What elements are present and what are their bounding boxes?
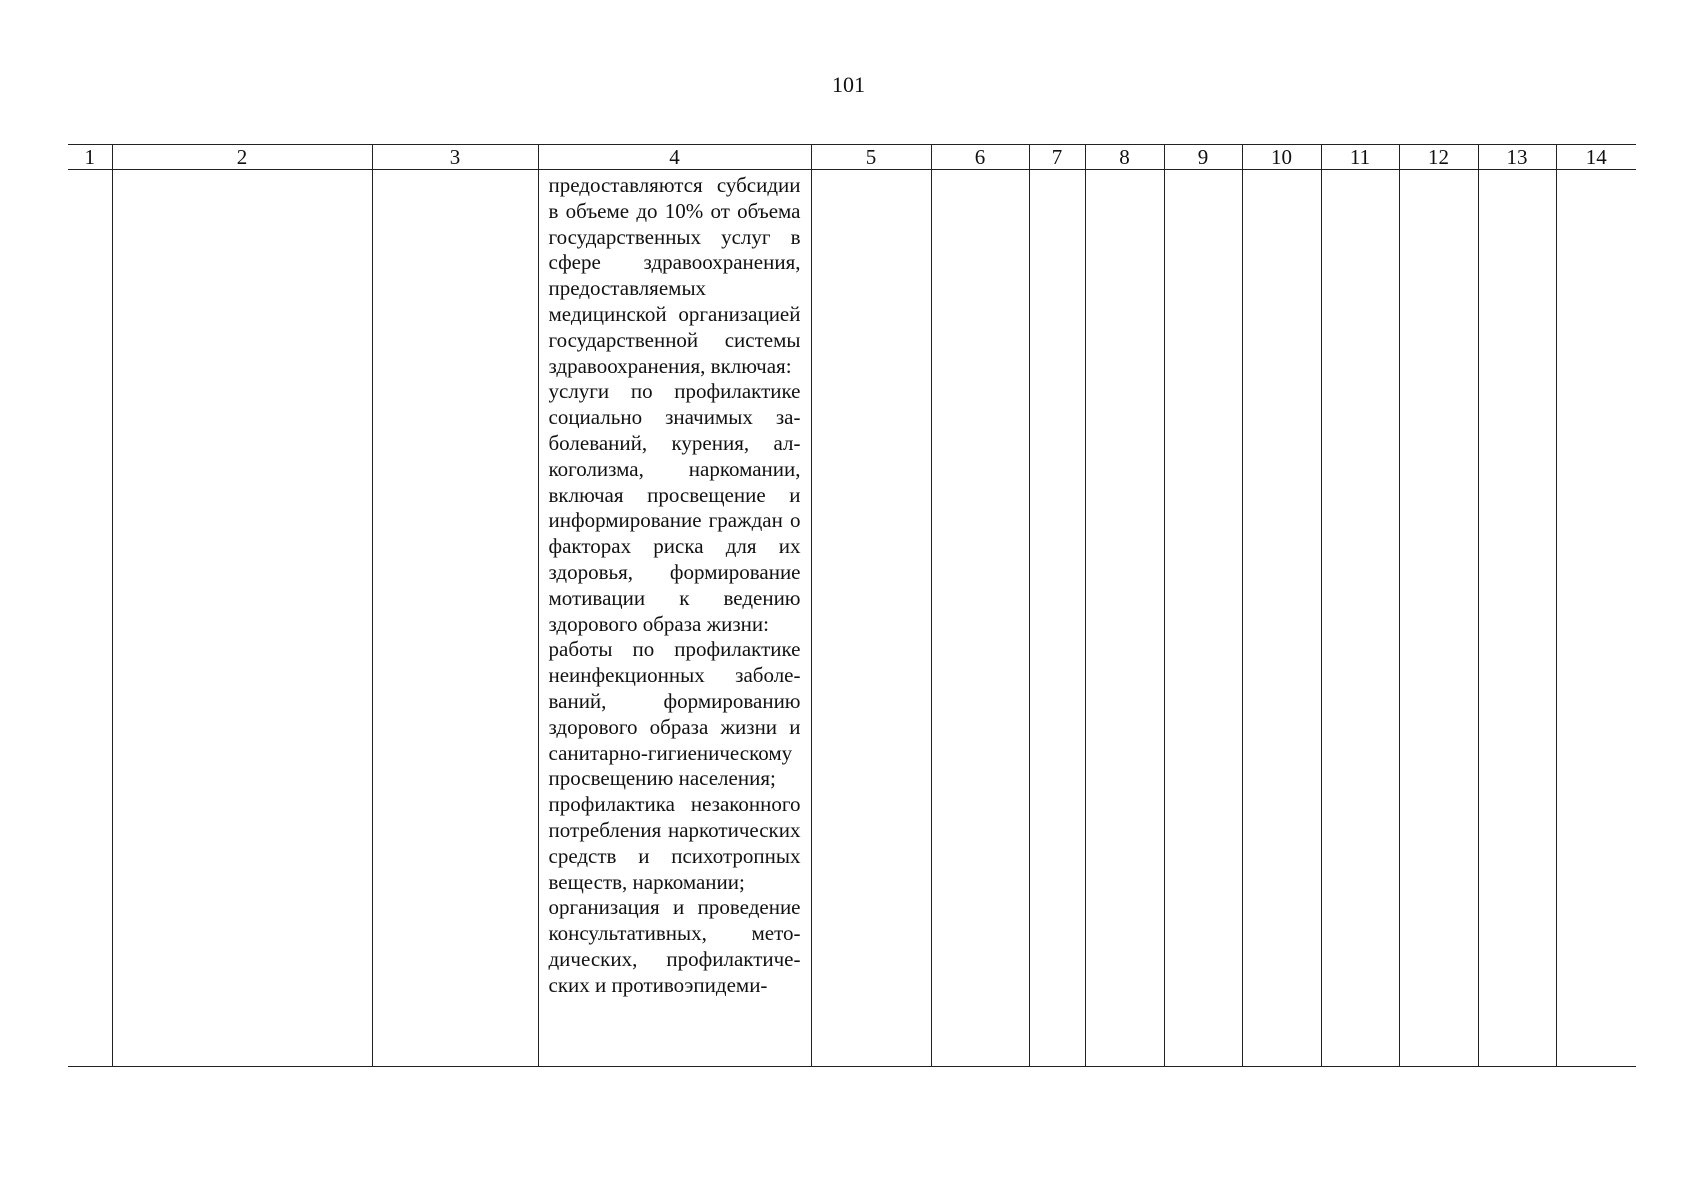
- column-header-3: 3: [372, 145, 538, 170]
- column-header-9: 9: [1164, 145, 1242, 170]
- column-header-4: 4: [538, 145, 811, 170]
- table-cell-col-11: [1321, 170, 1399, 1067]
- column-header-7: 7: [1029, 145, 1085, 170]
- table-cell-col-13: [1478, 170, 1556, 1067]
- column-header-13: 13: [1478, 145, 1556, 170]
- paragraph: профилактика незаконного потребления наркотических средств и психотропных веществ, наркомании;: [548, 792, 801, 894]
- column-header-14: 14: [1556, 145, 1636, 170]
- table-cell-col-7: [1029, 170, 1085, 1067]
- table-cell-col-4: [538, 170, 811, 1067]
- paragraph: предоставляются субсидии в объеме до 10% от объема государственных услуг в сфере здравоохранения, предоставляемых медицинской организацией государственной системы здравоохранения, включая:: [548, 173, 801, 378]
- table-cell-col-8: [1085, 170, 1164, 1067]
- paragraph: организация и проведение консультативных, методических, профилактических и противоэпидеми-: [548, 895, 801, 997]
- column-header-1: 1: [68, 145, 112, 170]
- column-header-8: 8: [1085, 145, 1164, 170]
- data-table: [68, 144, 1636, 1067]
- column-header-12: 12: [1399, 145, 1478, 170]
- table-cell-col-2: [112, 170, 372, 1067]
- paragraph: услуги по профилактике социально значимых заболеваний, курения, алкоголизма, наркомании, включая просвещение и информирование граждан о факторах риска для их здоровья, формирование мотивации к ведению здорового образа жизни:: [548, 379, 801, 636]
- table-row: [68, 170, 1636, 1067]
- table-cell-col-6: [931, 170, 1029, 1067]
- table-cell-col-14: [1556, 170, 1636, 1067]
- page-number: 101: [832, 72, 865, 97]
- table-cell-col-9: [1164, 170, 1242, 1067]
- table-cell-col-1: [68, 170, 112, 1067]
- column-header-6: 6: [931, 145, 1029, 170]
- table-cell-col-12: [1399, 170, 1478, 1067]
- paragraph: работы по профилактике неинфекционных заболеваний, формированию здорового образа жизни и санитарно-гигиеническому просвещению населения;: [548, 637, 801, 791]
- column-header-5: 5: [811, 145, 931, 170]
- column-header-10: 10: [1242, 145, 1321, 170]
- table-cell-col-3: [372, 170, 538, 1067]
- table-header-row: [68, 145, 1636, 170]
- column-header-2: 2: [112, 145, 372, 170]
- table-cell-col-10: [1242, 170, 1321, 1067]
- column-header-11: 11: [1321, 145, 1399, 170]
- column-4-text: [539, 170, 811, 999]
- table-cell-col-5: [811, 170, 931, 1067]
